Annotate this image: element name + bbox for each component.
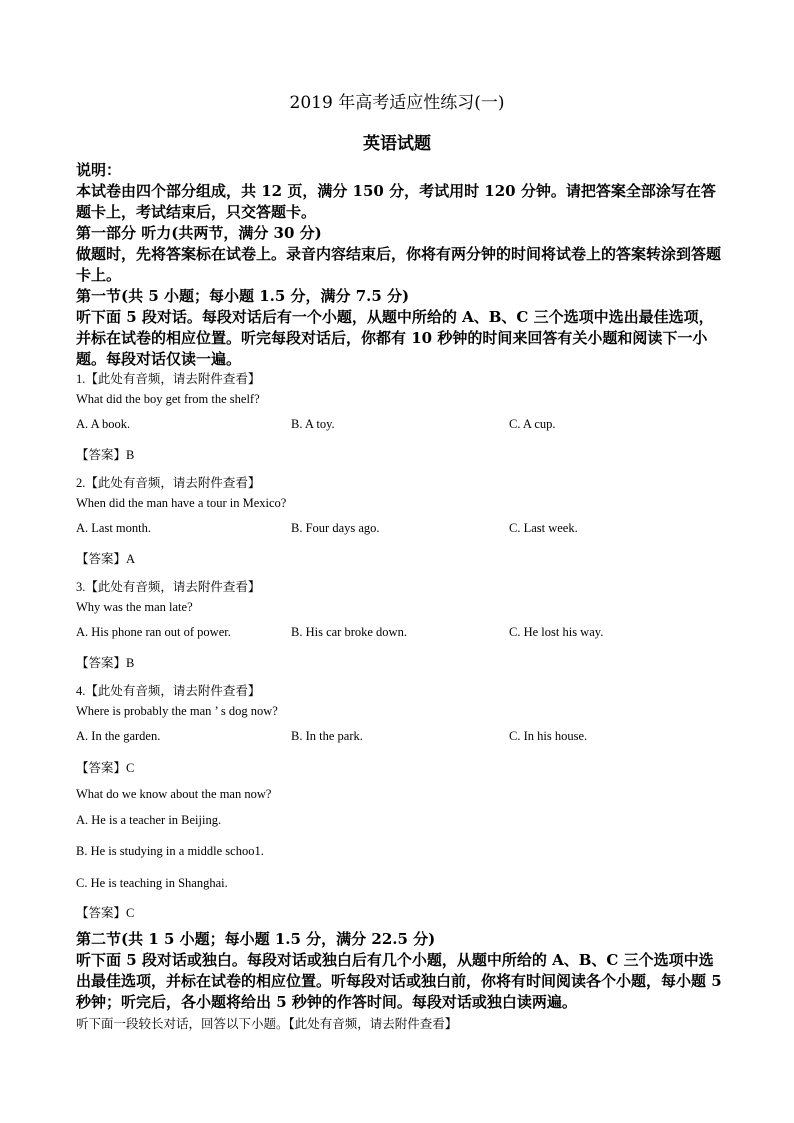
question-5-answer [76,905,726,921]
answer-value: A [126,552,136,566]
answer-tag: 【答案】 [76,448,127,462]
option-a: A. In the garden. [76,729,161,743]
question-1-answer [76,447,726,463]
option-a: A. His phone ran out of power. [76,625,231,639]
section2-text: 听下面 5 段对话或独白。每段对话或独白后有几个小题，从题中所给的 A、B、C 三个选项中选出最佳选项，并标在试卷的相应位置。听每段对话或独白前，你将有时间阅读各个小题，每小题 5 秒钟；听完后，各小题将给出 5 秒钟的作答时间。每段对话或独白读两遍。 [76,951,722,1011]
page-subtitle: 英语试题 [363,134,431,154]
answer-value: B [126,448,135,462]
option-c: C. In his house. [509,729,588,743]
option-b: B. In the park. [291,729,363,743]
question-2-answer [76,551,726,567]
question-3-number: 3.【此处有音频，请去附件查看】 [76,580,261,594]
option-c: C. A cup. [509,417,556,431]
part1-title: 第一部分 听力(共两节，满分 30 分) [76,224,322,242]
section1-text: 听下面 5 段对话。每段对话后有一个小题，从题中所给的 A、B、C 三个选项中选出最佳选项，并标在试卷的相应位置。听完每段对话后，你都有 10 秒钟的时间来回答有关小题和阅读下一小题。每段对话仅读一遍。 [76,308,714,368]
question-3-answer [76,655,726,671]
answer-tag: 【答案】 [76,906,127,920]
question-3-stem: Why was the man late? [76,600,193,614]
answer-tag: 【答案】 [76,656,127,670]
answer-tag: 【答案】 [76,761,127,775]
option-b: B. Four days ago. [291,521,380,535]
section2-note: 听下面一段较长对话，回答以下小题。【此处有音频，请去附件查看】 [76,1016,458,1031]
question-5-stem: What do we know about the man now? [76,787,272,801]
option-c: C. Last week. [509,521,578,535]
question-5-option-a: A. He is a teacher in Beijing. [76,813,222,827]
question-4-answer [76,760,726,776]
answer-value: C [126,761,135,775]
answer-value: B [126,656,135,670]
page-title: 2019 年高考适应性练习(一) [289,93,505,113]
intro-text: 本试卷由四个部分组成，共 12 页，满分 150 分，考试用时 120 分钟。请把答案全部涂写在答题卡上，考试结束后，只交答题卡。 [76,182,716,221]
option-a: A. Last month. [76,521,151,535]
answer-value: C [126,906,135,920]
section1-title: 第一节(共 5 小题；每小题 1.5 分，满分 7.5 分) [76,287,410,305]
question-5-option-b: B. He is studying in a middle schoo1. [76,844,264,858]
question-2-stem: When did the man have a tour in Mexico? [76,496,287,510]
intro-label: 说明： [76,161,122,179]
option-b: B. His car broke down. [291,625,407,639]
option-c: C. He lost his way. [509,625,604,639]
question-2-number: 2.【此处有音频，请去附件查看】 [76,476,261,490]
option-a: A. A book. [76,417,131,431]
question-4-number: 4.【此处有音频，请去附件查看】 [76,684,261,698]
question-1-number: 1.【此处有音频，请去附件查看】 [76,372,261,386]
answer-tag: 【答案】 [76,552,127,566]
option-b: B. A toy. [291,417,335,431]
part1-text: 做题时，先将答案标在试卷上。录音内容结束后，你将有两分钟的时间将试卷上的答案转涂到答题卡上。 [76,245,722,284]
question-5-option-c: C. He is teaching in Shanghai. [76,876,228,890]
section2-title: 第二节(共 1 5 小题；每小题 1.5 分，满分 22.5 分) [76,930,436,948]
question-1-stem: What did the boy get from the shelf? [76,392,260,406]
question-4-stem: Where is probably the man ’ s dog now? [76,704,278,718]
